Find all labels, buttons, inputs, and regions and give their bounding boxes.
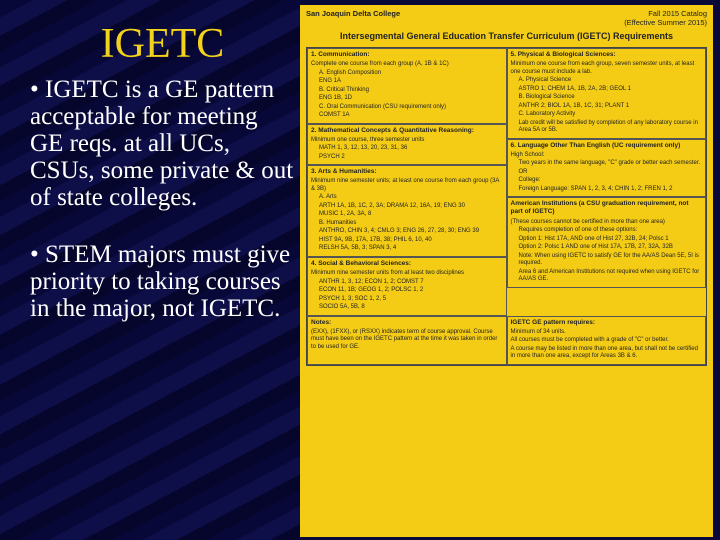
bullet-2: • STEM majors must give priority to taking courses in the major, not IGETC. bbox=[30, 241, 291, 322]
section-line: Note: When using IGETC to satisfy GE for the AA/AS Dean 5E, 5I is required. bbox=[518, 252, 699, 266]
section-heading: 6. Language Other Than English (UC requirement only) bbox=[510, 141, 681, 149]
section-line: High School: bbox=[510, 151, 545, 158]
req-line: All courses must be completed with a grade of "C" or better. bbox=[510, 337, 669, 344]
section-line: PSYCH 1, 3; SOC 1, 2, 5 bbox=[319, 295, 387, 302]
section-line: OR bbox=[518, 168, 528, 175]
section-line: A. Arts bbox=[319, 194, 337, 201]
section-line: ASTRO 1; CHEM 1A, 1B, 2A, 2B; GEOL 1 bbox=[518, 85, 631, 92]
right-section-3 bbox=[507, 197, 707, 287]
igetc-document bbox=[300, 5, 713, 537]
notes-head: Notes: bbox=[311, 318, 332, 326]
section-line: Foreign Language: SPAN 1, 2, 3, 4; CHIN 1, 2; FREN 1, 2 bbox=[518, 185, 673, 192]
catalog-info bbox=[624, 9, 707, 28]
section-line: ANTHRO, CHIN 3, 4; CMLG 3; ENG 26, 27, 28, 30; ENG 39 bbox=[319, 228, 480, 235]
right-section-1 bbox=[507, 48, 707, 139]
left-column bbox=[307, 48, 507, 316]
right-column bbox=[507, 48, 707, 316]
section-line: MUSIC 1, 2A, 3A, 8 bbox=[319, 211, 372, 218]
notes-box bbox=[307, 316, 507, 365]
effective-label: (Effective Summer 2015) bbox=[624, 18, 707, 28]
section-line: MATH 1, 3, 12, 13, 20, 23, 31, 36 bbox=[319, 145, 408, 152]
section-heading: 3. Arts & Humanities: bbox=[311, 168, 377, 176]
section-line: Lab credit will be satisfied by completion of any laboratory course in Area 5A or 5B. bbox=[518, 119, 698, 134]
section-line: (These courses cannot be certified in more than one area) bbox=[510, 218, 665, 225]
section-heading: 2. Mathematical Concepts & Quantitative Reasoning: bbox=[311, 126, 474, 134]
section-line: B. Critical Thinking bbox=[319, 86, 369, 93]
left-section-1 bbox=[307, 48, 507, 124]
bullet-1: • IGETC is a GE pattern acceptable for meeting GE reqs. at all UCs, CSUs, some private & out of state colleges. bbox=[30, 76, 294, 211]
left-section-3 bbox=[307, 165, 507, 257]
section-line: A. Physical Science bbox=[518, 77, 572, 84]
section-heading: American Institutions (a CSU graduation requirement, not part of IGETC) bbox=[510, 200, 689, 216]
college-name: San Joaquin Delta College bbox=[306, 9, 401, 18]
section-line: HIST 9A, 9B, 17A, 17B, 38; PHIL 6, 10, 40 bbox=[319, 236, 432, 243]
section-line: ANTHR 1, 3, 12; ECON 1, 2; COMST 7 bbox=[319, 278, 424, 285]
section-line: SOCIO 5A, 5B, 8 bbox=[319, 304, 365, 310]
requirements-box bbox=[507, 316, 707, 365]
section-line: Two years in the same language, "C" grade or better each semester. bbox=[518, 160, 701, 167]
section-line: Minimum one course, three semester units bbox=[311, 136, 425, 143]
section-heading: 5. Physical & Biological Sciences: bbox=[510, 51, 616, 58]
section-line: ENG 1A bbox=[319, 78, 342, 85]
requirements-grid bbox=[306, 47, 707, 366]
section-heading: 1. Communication: bbox=[311, 51, 370, 58]
catalog-label: Fall 2015 Catalog bbox=[648, 9, 707, 18]
section-line: ARTH 1A, 1B, 1C, 2, 3A; DRAMA 12, 16A, 19; ENG 30 bbox=[319, 202, 465, 209]
section-line: Minimum nine semester units from at least two disciplines bbox=[311, 270, 465, 276]
section-heading: 4. Social & Behavioral Sciences: bbox=[311, 259, 412, 267]
section-line: A. English Composition bbox=[319, 69, 382, 76]
section-line: Option 1: Hist 17A, AND one of Hist 27, 32B, 24; Polsc 1 bbox=[518, 235, 669, 242]
section-line: Complete one course from each group (A, 1B & 1C) bbox=[311, 61, 449, 68]
section-line: C. Laboratory Activity bbox=[518, 111, 576, 118]
left-section-2 bbox=[307, 124, 507, 166]
req-line: Minimum of 34 units. bbox=[510, 328, 566, 335]
section-line: Requires completion of one of these options: bbox=[518, 227, 638, 233]
section-line: ANTHR 2; BIOL 1A, 1B, 1C, 31; PLANT 1 bbox=[518, 102, 630, 109]
req-line: A course may be listed in more than one area, but shall not be certified in more than one area, except for Areas 3B & 6. bbox=[510, 345, 698, 360]
slide-title: IGETC bbox=[100, 21, 225, 67]
section-line: RELSH 5A, 5B, 3; SPAN 3, 4 bbox=[319, 245, 397, 252]
section-line: ECON 11, 1B; GEOG 1, 2; POLSC 1, 2 bbox=[319, 287, 424, 293]
slide-text bbox=[30, 20, 295, 352]
doc-title: Intersegmental General Education Transfer Curriculum (IGETC) Requirements bbox=[339, 30, 674, 41]
doc-header bbox=[306, 9, 707, 28]
notes-text: (EXX), (1FXX), or (RSXX) indicates term of course approval. Course must have been on the IGETC pattern at the time it was taken in order to be used for GE. bbox=[311, 328, 498, 350]
section-line: C. Oral Communication (CSU requirement only) bbox=[319, 103, 447, 110]
section-line: Area 6 and American Institutions not required when using IGETC for AA/AS GE. bbox=[518, 268, 700, 282]
section-line: B. Biological Science bbox=[518, 94, 575, 101]
section-line: College: bbox=[518, 177, 541, 184]
left-section-4 bbox=[307, 257, 507, 316]
section-line: Option 2: Polsc 1 AND one of Hist 17A, 17B, 27, 32A, 32B bbox=[518, 244, 673, 250]
section-line: Minimum one course from each group, seven semester units, at least one course must include a lab. bbox=[510, 61, 695, 75]
requirements-head: IGETC GE pattern requires: bbox=[510, 318, 596, 326]
section-line: Minimum nine semester units; at least one course from each group (3A & 3B) bbox=[311, 178, 500, 192]
section-line: PSYCH 2 bbox=[319, 153, 345, 160]
section-line: ENG 1B, 1D bbox=[319, 95, 353, 102]
right-section-2 bbox=[507, 139, 707, 198]
section-line: B. Humanities bbox=[319, 219, 357, 226]
section-line: COMST 1A bbox=[319, 112, 350, 119]
